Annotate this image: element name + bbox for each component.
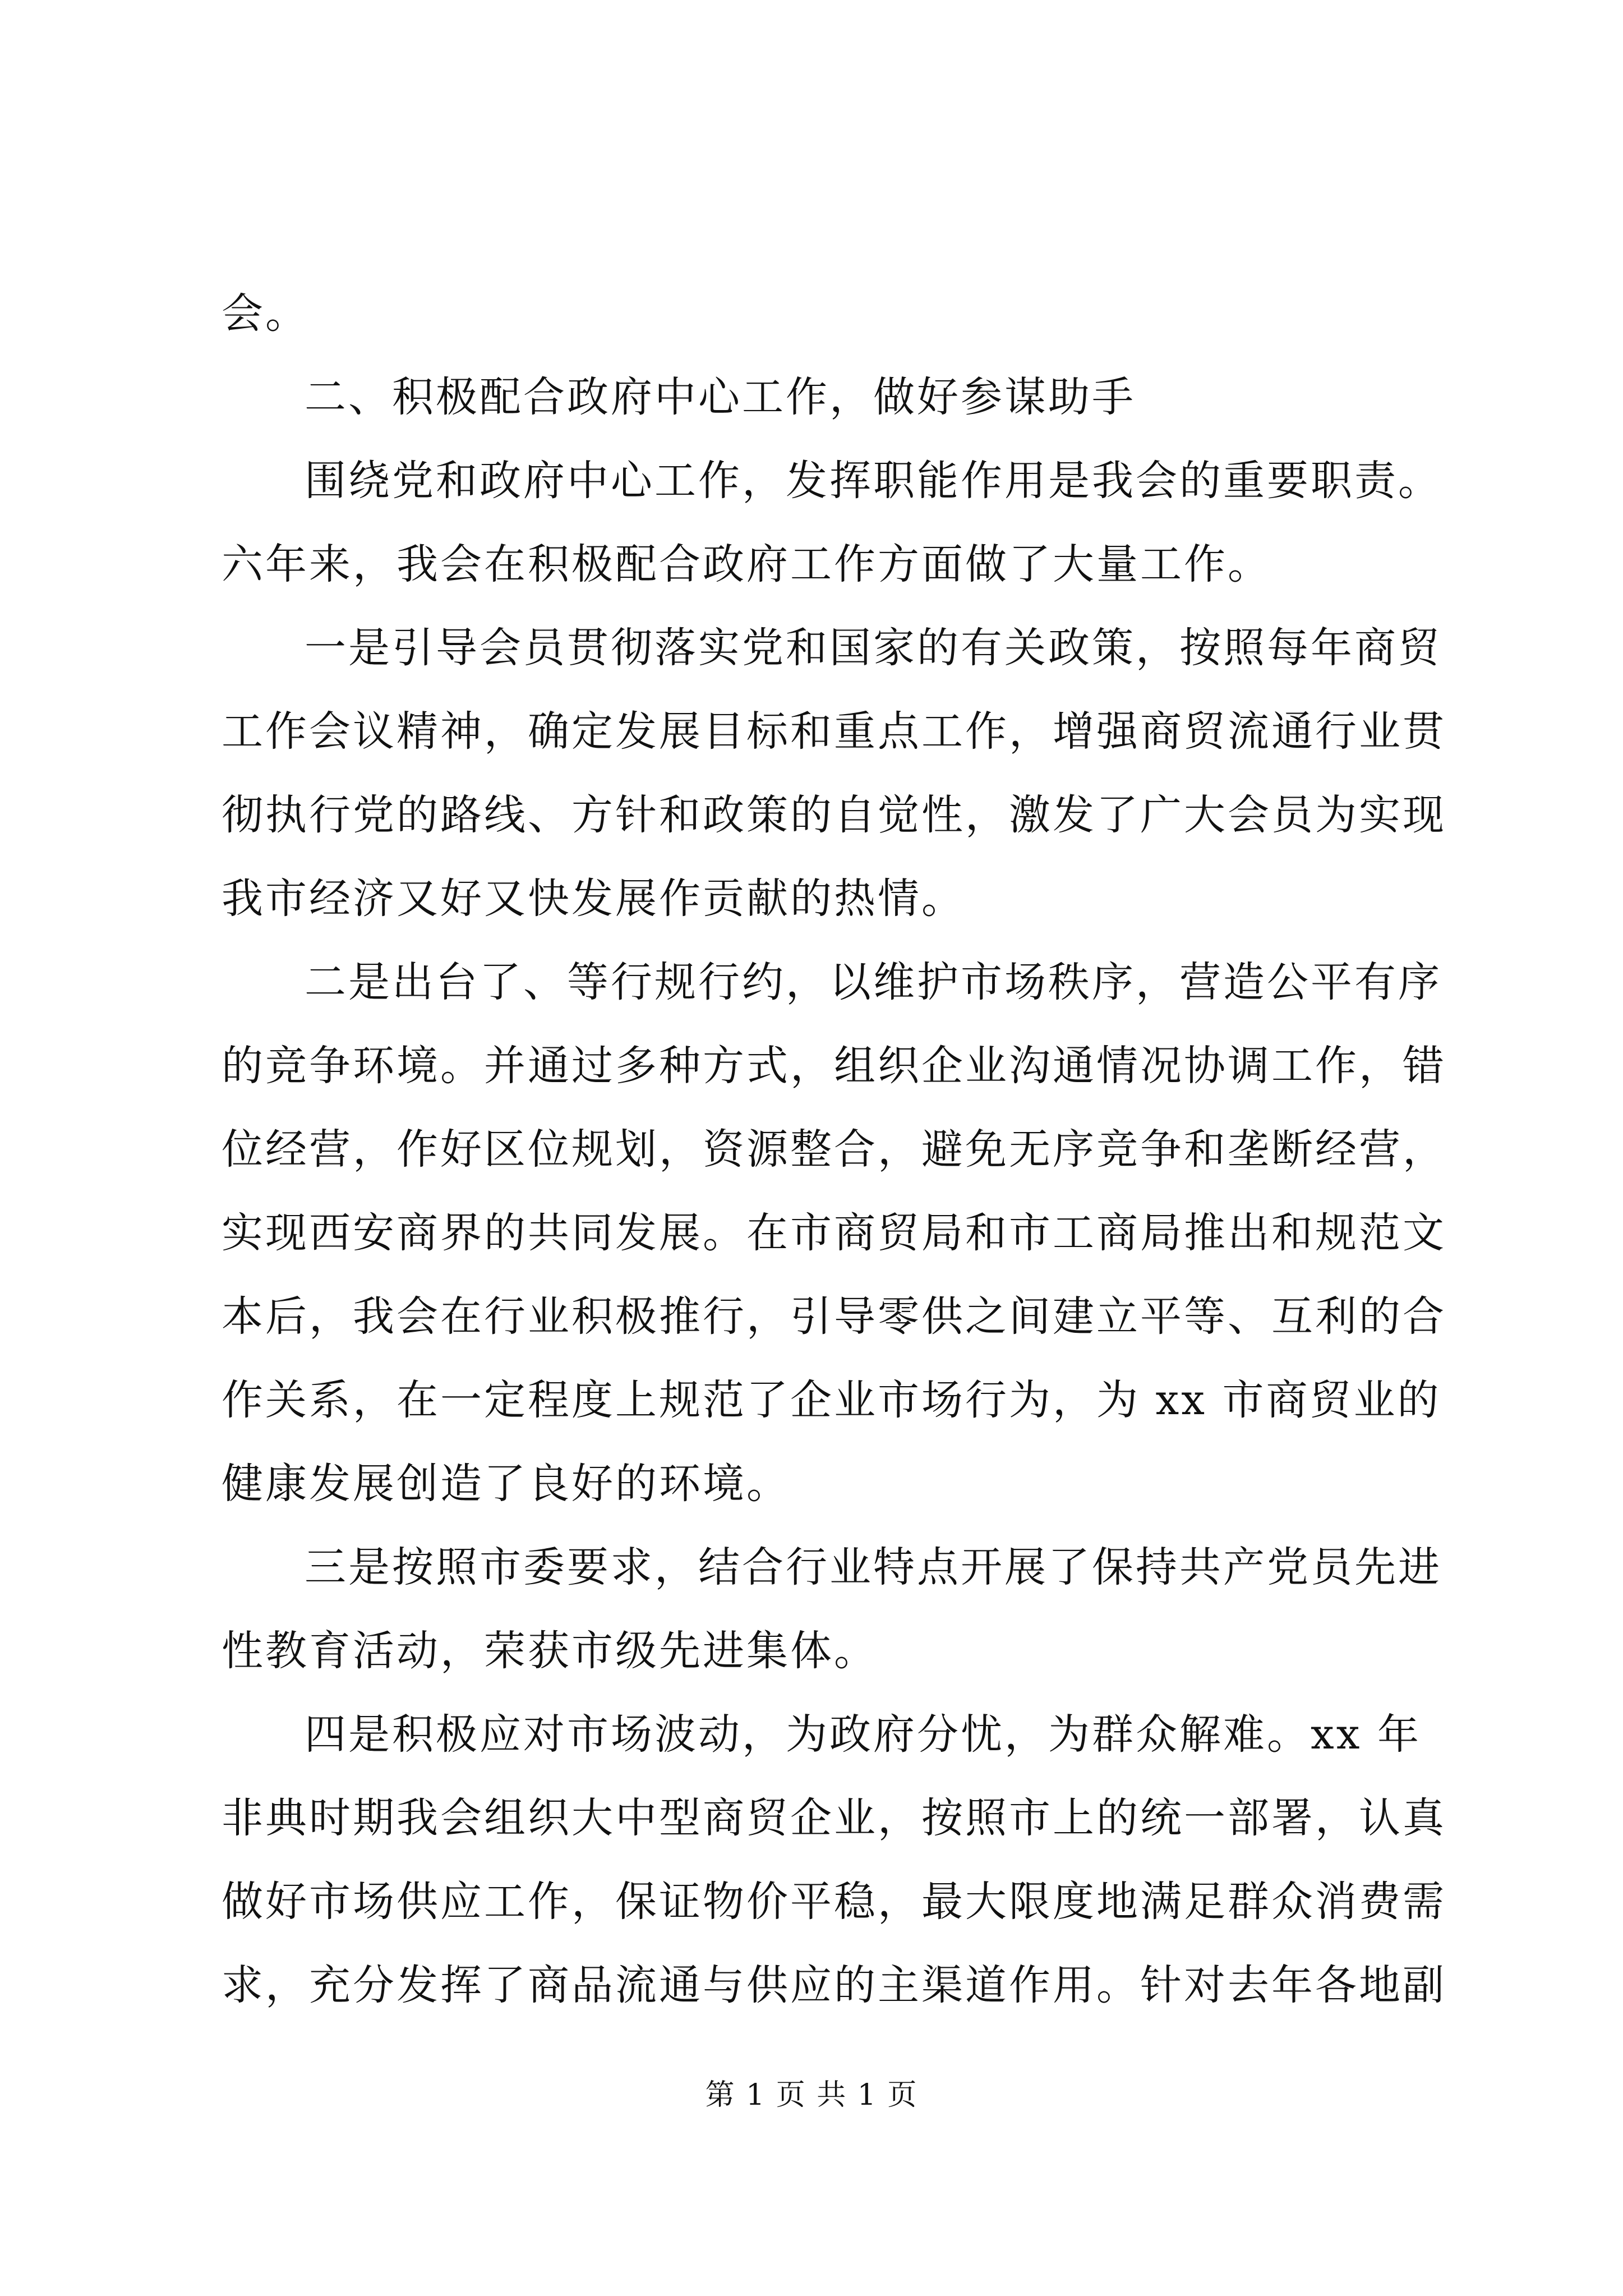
text-line: 彻执行党的路线、方针和政策的自觉性，激发了广大会员为实现 bbox=[222, 791, 1446, 839]
text-line: 健康发展创造了良好的环境。 bbox=[222, 1460, 790, 1508]
document-body bbox=[222, 272, 1446, 2027]
text-line: 三是按照市委要求，结合行业特点开展了保持共产党员先进 bbox=[305, 1543, 1442, 1591]
text-line: 六年来，我会在积极配合政府工作方面做了大量工作。 bbox=[222, 540, 1271, 588]
text-line: 本后，我会在行业积极推行，引导零供之间建立平等、互利的合 bbox=[222, 1292, 1446, 1341]
text-line: 我市经济又好又快发展作贡献的热情。 bbox=[222, 875, 965, 923]
text-line: 求，充分发挥了商品流通与供应的主渠道作用。针对去年各地副 bbox=[222, 1961, 1446, 2009]
text-line: 性教育活动，荣获市级先进集体。 bbox=[222, 1627, 878, 1675]
text-line: 的竞争环境。并通过多种方式，组织企业沟通情况协调工作，错 bbox=[222, 1042, 1446, 1090]
text-line: 位经营，作好区位规划，资源整合，避免无序竞争和垄断经营， bbox=[222, 1125, 1446, 1174]
page-footer: 第 1 页 共 1 页 bbox=[705, 2078, 918, 2112]
text-line: 做好市场供应工作，保证物价平稳，最大限度地满足群众消费需 bbox=[222, 1878, 1446, 1926]
text-line: 工作会议精神，确定发展目标和重点工作，增强商贸流通行业贯 bbox=[222, 707, 1446, 756]
section-heading: 二、积极配合政府中心工作，做好参谋助手 bbox=[305, 373, 1136, 421]
text-line: 非典时期我会组织大中型商贸企业，按照市上的统一部署，认真 bbox=[222, 1794, 1446, 1842]
text-line: 会。 bbox=[222, 289, 309, 338]
text-line: 实现西安商界的共同发展。在市商贸局和市工商局推出和规范文 bbox=[222, 1209, 1446, 1257]
text-line: 作关系，在一定程度上规范了企业市场行为，为 xx 市商贸业的 bbox=[222, 1376, 1441, 1424]
text-line: 一是引导会员贯彻落实党和国家的有关政策，按照每年商贸 bbox=[305, 624, 1442, 672]
text-line: 四是积极应对市场波动，为政府分忧，为群众解难。xx 年 bbox=[305, 1710, 1421, 1759]
text-line: 围绕党和政府中心工作，发挥职能作用是我会的重要职责。 bbox=[305, 457, 1442, 505]
text-line: 二是出台了、等行规行约，以维护市场秩序，营造公平有序 bbox=[305, 958, 1442, 1006]
